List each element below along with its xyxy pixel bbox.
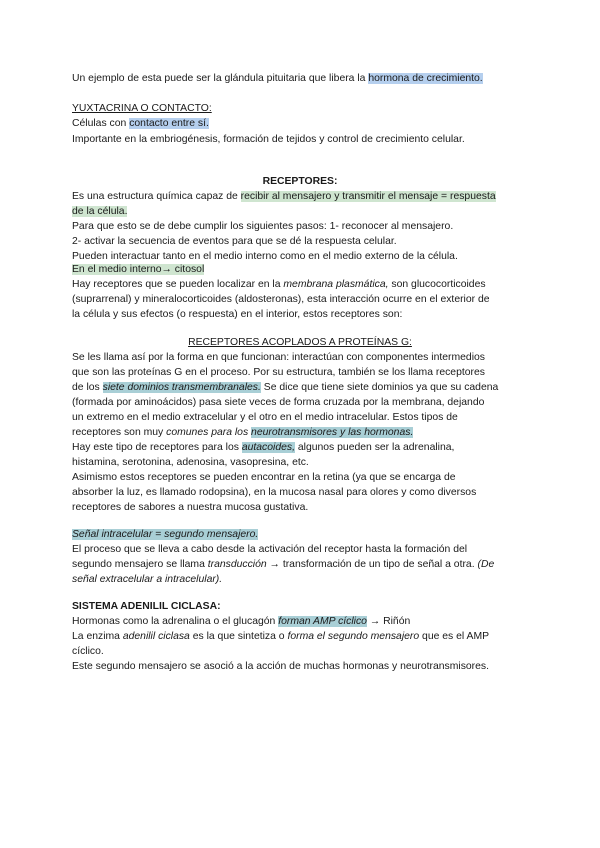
intro-line: Un ejemplo de esta puede ser la glándula pituitaria que libera la hormona de crecimiento. bbox=[72, 73, 483, 84]
highlight-senal-intracelular: Señal intracelular = segundo mensajero. bbox=[72, 529, 259, 540]
proteinas-line-7: Hay este tipo de receptores para los autacoides, algunos pueden ser la adrenalina, bbox=[72, 442, 455, 453]
receptores-line-6 bbox=[72, 262, 204, 277]
proteinas-g-title: RECEPTORES ACOPLADOS A PROTEÍNAS G: bbox=[188, 337, 412, 348]
proteinas-line-8: histamina, serotonina, adenosina, vasopresina, etc. bbox=[72, 457, 309, 468]
proteinas-line-3: de los siete dominios transmembranales. Se dice que tiene siete dominios ya que su cadena bbox=[72, 382, 499, 393]
highlight-recibir: recibir al mensajero y transmitir el mensaje = respuesta bbox=[240, 191, 496, 202]
highlight-hormona: hormona de crecimiento. bbox=[368, 73, 483, 84]
receptores-title: RECEPTORES: bbox=[262, 176, 338, 187]
adenilil-line-4: Este segundo mensajero se asoció a la acción de muchas hormonas y neurotransmisores. bbox=[72, 661, 490, 672]
proteinas-line-2: que son las proteínas G en el proceso. Por su estructura, también se los llama receptores bbox=[72, 367, 485, 378]
adenilil-line-2: La enzima adenilil ciclasa es la que sintetiza o forma el segundo mensajero que es el AMP bbox=[72, 631, 490, 642]
adenilil-line-3: cíclico. bbox=[72, 646, 104, 657]
yuxtacrina-line-2: Importante en la embriogénesis, formación de tejidos y control de crecimiento celular. bbox=[72, 134, 465, 145]
senal-line-1 bbox=[72, 527, 258, 542]
proteinas-line-5: un extremo en el medio extracelular y el otro en el medio intracelular. Estos tipos de bbox=[72, 412, 458, 423]
senal-line-2: El proceso que se lleva a cabo desde la activación del receptor hasta la formación del bbox=[72, 544, 468, 555]
senal-line-3: segundo mensajero se llama transducción → transformación de un tipo de señal a otra. (De bbox=[72, 559, 495, 570]
receptores-line-9: la célula y sus efectos (o respuesta) en el interior, estos receptores son: bbox=[72, 309, 403, 320]
highlight-autacoides: autacoides, bbox=[241, 442, 295, 453]
receptores-line-5: Pueden interactuar tanto en el medio interno como en el medio externo de la célula. bbox=[72, 251, 458, 262]
proteinas-line-4: (formada por aminoácidos) pasa siete veces de forma cruzada por la membrana, dejando bbox=[72, 397, 485, 408]
proteinas-line-11: receptores de sabores a nuestra mucosa gustativa. bbox=[72, 502, 309, 513]
receptores-line-2 bbox=[72, 204, 127, 219]
adenilil-title: SISTEMA ADENILIL CICLASA: bbox=[72, 601, 221, 612]
highlight-medio-interno: En el medio interno→ citosol bbox=[72, 264, 205, 275]
receptores-line-1: Es una estructura química capaz de recibir al mensajero y transmitir el mensaje = respuesta bbox=[72, 191, 496, 202]
proteinas-line-6: receptores son muy comunes para los neurotransmisores y las hormonas. bbox=[72, 427, 414, 438]
receptores-line-8: (suprarrenal) y mineralocorticoides (aldosteronas), esta interacción ocurre en el exterior de bbox=[72, 294, 490, 305]
receptores-line-3: Para que esto se de debe cumplir los siguientes pasos: 1- reconocer al mensajero. bbox=[72, 221, 454, 232]
highlight-siete-dominios: siete dominios transmembranales. bbox=[102, 382, 261, 393]
proteinas-line-10: absorber la luz, es llamado rodopsina), en la mucosa nasal para olores y como diversos bbox=[72, 487, 477, 498]
highlight-celula: de la célula. bbox=[72, 206, 128, 217]
proteinas-line-1: Se les llama así por la forma en que funcionan: interactúan con componentes intermedios bbox=[72, 352, 485, 363]
highlight-neurotransmisores: neurotransmisores y las hormonas. bbox=[251, 427, 414, 438]
highlight-amp-ciclico: forman AMP cíclico bbox=[278, 616, 367, 627]
receptores-line-7: Hay receptores que se pueden localizar en la membrana plasmática, son glucocorticoides bbox=[72, 279, 486, 290]
yuxtacrina-title: YUXTACRINA O CONTACTO: bbox=[72, 103, 212, 114]
adenilil-line-1: Hormonas como la adrenalina o el glucagón forman AMP cíclico → Riñón bbox=[72, 616, 411, 627]
highlight-contacto: contacto entre sí. bbox=[129, 118, 209, 129]
yuxtacrina-line-1: Células con contacto entre sí. bbox=[72, 118, 209, 129]
proteinas-line-9: Asimismo estos receptores se pueden encontrar en la retina (ya que se encarga de bbox=[72, 472, 456, 483]
senal-line-4: señal extracelular a intracelular). bbox=[72, 574, 223, 585]
receptores-line-4: 2- activar la secuencia de eventos para que se dé la respuesta celular. bbox=[72, 236, 397, 247]
